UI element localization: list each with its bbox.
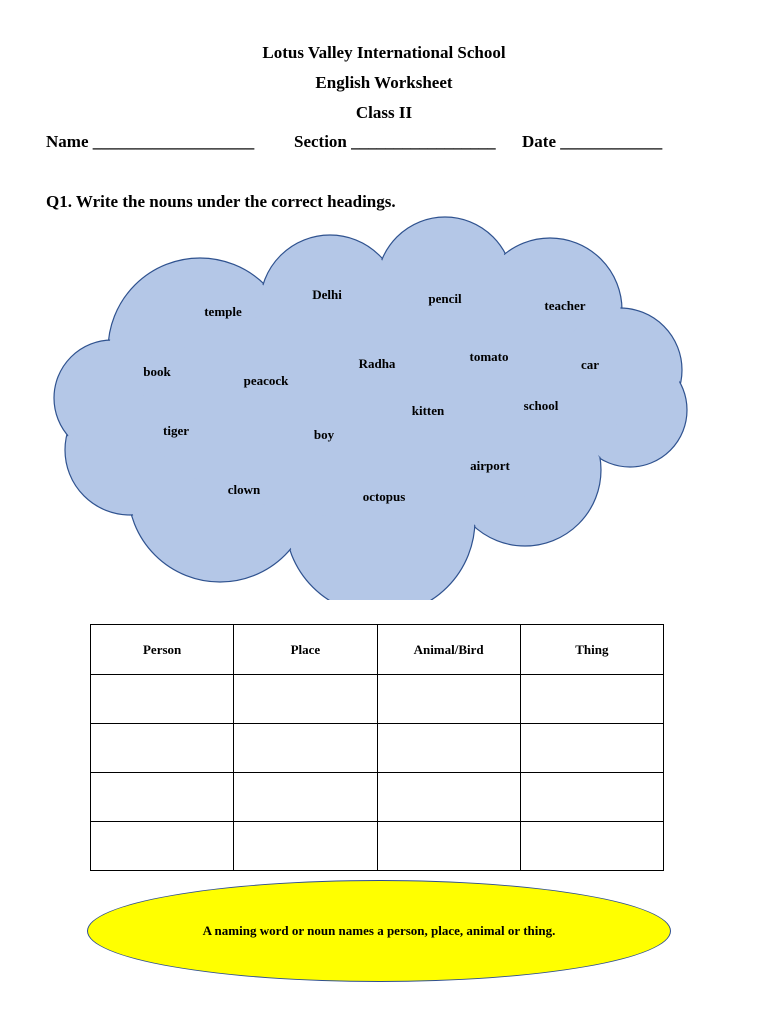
answer-cell[interactable] bbox=[520, 822, 663, 871]
cloud-word: pencil bbox=[428, 291, 462, 306]
worksheet-title: English Worksheet bbox=[315, 73, 453, 92]
answer-cell[interactable] bbox=[520, 675, 663, 724]
answer-cell[interactable] bbox=[377, 773, 520, 822]
table-header-row bbox=[91, 625, 664, 675]
cloud-word: tiger bbox=[163, 423, 189, 438]
cloud-word: clown bbox=[227, 482, 261, 497]
cloud-word: Delhi bbox=[312, 287, 342, 302]
cloud-word: teacher bbox=[544, 298, 586, 313]
answer-cell[interactable] bbox=[91, 822, 234, 871]
answer-cell[interactable] bbox=[91, 724, 234, 773]
answer-cell[interactable] bbox=[377, 724, 520, 773]
date-field[interactable]: Date ____________ bbox=[522, 132, 663, 151]
cloud-word: school bbox=[523, 398, 559, 413]
answer-cell[interactable] bbox=[520, 724, 663, 773]
answer-cell[interactable] bbox=[234, 773, 377, 822]
answer-cell[interactable] bbox=[377, 822, 520, 871]
header-place: Place bbox=[234, 625, 377, 675]
cloud-word: boy bbox=[313, 427, 335, 442]
noun-category-table bbox=[90, 624, 664, 871]
cloud-fill-cover bbox=[56, 219, 686, 601]
cloud-word: temple bbox=[204, 304, 242, 319]
answer-cell[interactable] bbox=[91, 675, 234, 724]
table-row bbox=[91, 773, 664, 822]
school-name: Lotus Valley International School bbox=[262, 43, 506, 62]
cloud-word: book bbox=[143, 364, 171, 379]
cloud-word: tomato bbox=[469, 349, 509, 364]
header-person: Person bbox=[91, 625, 234, 675]
table-row bbox=[91, 675, 664, 724]
cloud-word: kitten bbox=[411, 403, 445, 418]
table-row bbox=[91, 822, 664, 871]
cloud-word: peacock bbox=[243, 373, 289, 388]
definition-text: A naming word or noun names a person, place, animal or thing. bbox=[202, 923, 556, 938]
cloud-word: airport bbox=[470, 458, 510, 473]
question-1: Q1. Write the nouns under the correct headings. bbox=[46, 192, 396, 211]
header-thing: Thing bbox=[520, 625, 663, 675]
answer-cell[interactable] bbox=[377, 675, 520, 724]
definition-ellipse bbox=[87, 880, 671, 982]
answer-cell[interactable] bbox=[234, 724, 377, 773]
cloud-word: car bbox=[580, 357, 600, 372]
section-field[interactable]: Section _________________ bbox=[294, 132, 496, 151]
cloud-word: Radha bbox=[358, 356, 396, 371]
answer-cell[interactable] bbox=[520, 773, 663, 822]
class-label: Class II bbox=[355, 103, 413, 122]
cloud-word: octopus bbox=[362, 489, 406, 504]
answer-cell[interactable] bbox=[234, 675, 377, 724]
answer-cell[interactable] bbox=[91, 773, 234, 822]
name-field[interactable]: Name ___________________ bbox=[46, 132, 255, 151]
answer-cell[interactable] bbox=[234, 822, 377, 871]
table-row bbox=[91, 724, 664, 773]
header-animal-bird: Animal/Bird bbox=[377, 625, 520, 675]
